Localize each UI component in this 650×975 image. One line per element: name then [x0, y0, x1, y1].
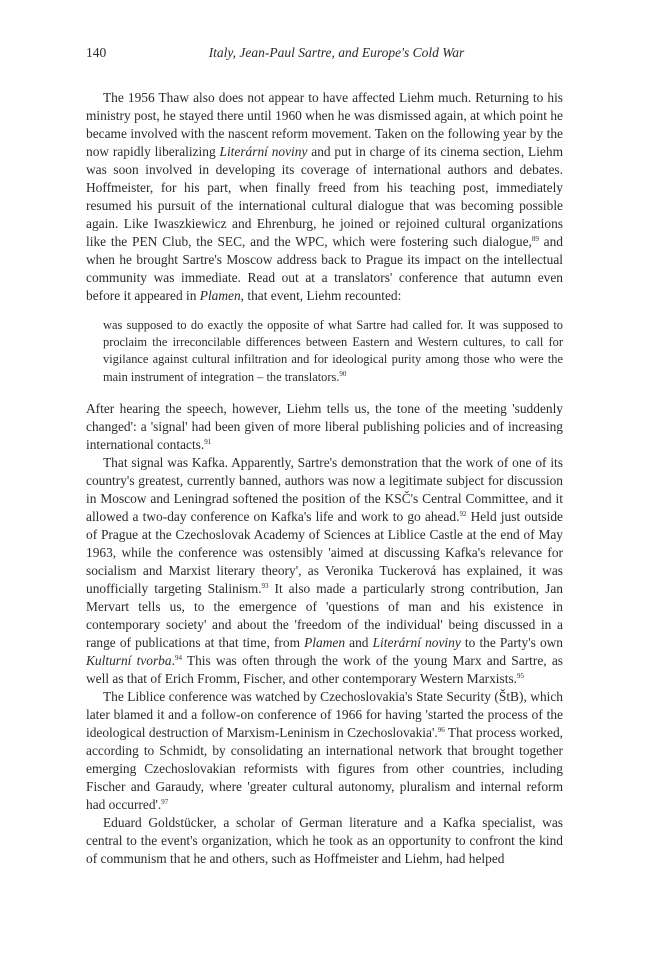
footnote-ref: 92: [459, 509, 467, 518]
block-quote: was supposed to do exactly the opposite of what Sartre had called for. It was supposed to proclaim the irreconcilable differences between Eastern and Western cultures, to call for vigilance against cultural infiltration and for ideological purity among those who were the main instrument of integration – the translators.$^{90}$: [103, 318, 563, 384]
paragraph-3: That signal was Kafka. Apparently, Sartre's demonstration that the work of one of its country's greatest, currently banned, authors was now a legitimate subject for discussion in Moscow and Leningrad softened the position of the KSČ's Central Committee, and it allowed a two-day conference on Kafka's life and work to go ahead.$^{92}$ Held just outside of Prague at the Czechoslovak Academy of Sciences at Liblice Castle at the end of May 1963, while the conference was ostensibly 'aimed at discussing Kafka's relevance for socialism and Marxist literary theory', as Veronika Tuckerová has explained, it was unofficially targeting Stalinism.$^{93}$ It also made a particularly strong contribution, Jan Mervart tells us, to the emergence of 'questions of man and his existence in contemporary society' and about the 'freedom of the individual' being discussed in a range of publications at that time, from Plamen and Literární noviny to the Party's own Kulturní tvorba.$^{94}$ This was often through the work of the young Marx and Sartre, as well as that of Erich Fromm, Fischer, and other contemporary Western Marxists.$^{95}$: [86, 454, 564, 686]
page-number: 140: [86, 45, 107, 60]
footnote-ref: 96: [437, 725, 445, 734]
book-page: [86, 44, 563, 868]
paragraph-4: The Liblice conference was watched by Czechoslovakia's State Security (ŠtB), which later blamed it and a follow-on conference of 1966 for having 'started the process of the ideological destruction of Marxism-Leninism in Czechoslovakia'.$^{96}$ That process worked, according to Schmidt, by consolidating an international network that brought together emerging Czechoslovakian reformists with figures from other countries, including Fischer and Garaudy, where 'greater cultural autonomy, pluralism and internal reform had occurred'.$^{97}$: [86, 688, 563, 812]
footnote-ref: 94: [174, 653, 182, 662]
footnote-ref: 95: [517, 671, 524, 680]
footnote-ref: 93: [261, 581, 269, 590]
footnote-ref: 89: [531, 235, 539, 243]
paragraph-2: After hearing the speech, however, Liehm tells us, the tone of the meeting 'suddenly changed': a 'signal' had been given of more liberal publishing policies and of increasing international contacts.$^{91}$: [86, 400, 563, 452]
footnote-ref: 90: [339, 369, 347, 378]
paragraph-5: Eduard Goldstücker, a scholar of German literature and a Kafka specialist, was central to the event's organization, which he took as an opportunity to confront the kind of communism that he and others, such as Hoffmeister and Liehm, had helped: [86, 814, 563, 866]
paragraph-1: The 1956 Thaw also does not appear to have affected Liehm much. Returning to his ministry post, he stayed there until 1960 when he was dismissed again, at which point he became involved with the nascent reform movement. Taken on the following year by the now rapidly liberalizing Literární noviny and put in charge of its cinema section, Liehm was soon involved in developing its coverage of international authors and debates. Hoffmeister, for his part, when finally freed from his teaching post, immediately resumed his pursuit of the international cultural dialogue that was becoming possible again. Like Iwaszkiewicz and Ehrenburg, he joined or rejoined cultural organizations like the PEN Club, the SEC, and the WPC, which were fostering such dialogue,$^{89}$ and when he brought Sartre's Moscow address back to Prague its impact on the intellectual community was immediate. Read out at a translators' conference that autumn even before it appeared in Plamen, that event, Liehm recounted:: [86, 90, 563, 303]
running-header: [86, 44, 563, 62]
footnote-ref: 91: [204, 437, 212, 446]
footnote-ref: 97: [161, 797, 169, 806]
running-title: Italy, Jean-Paul Sartre, and Europe's Cold War: [208, 45, 465, 60]
